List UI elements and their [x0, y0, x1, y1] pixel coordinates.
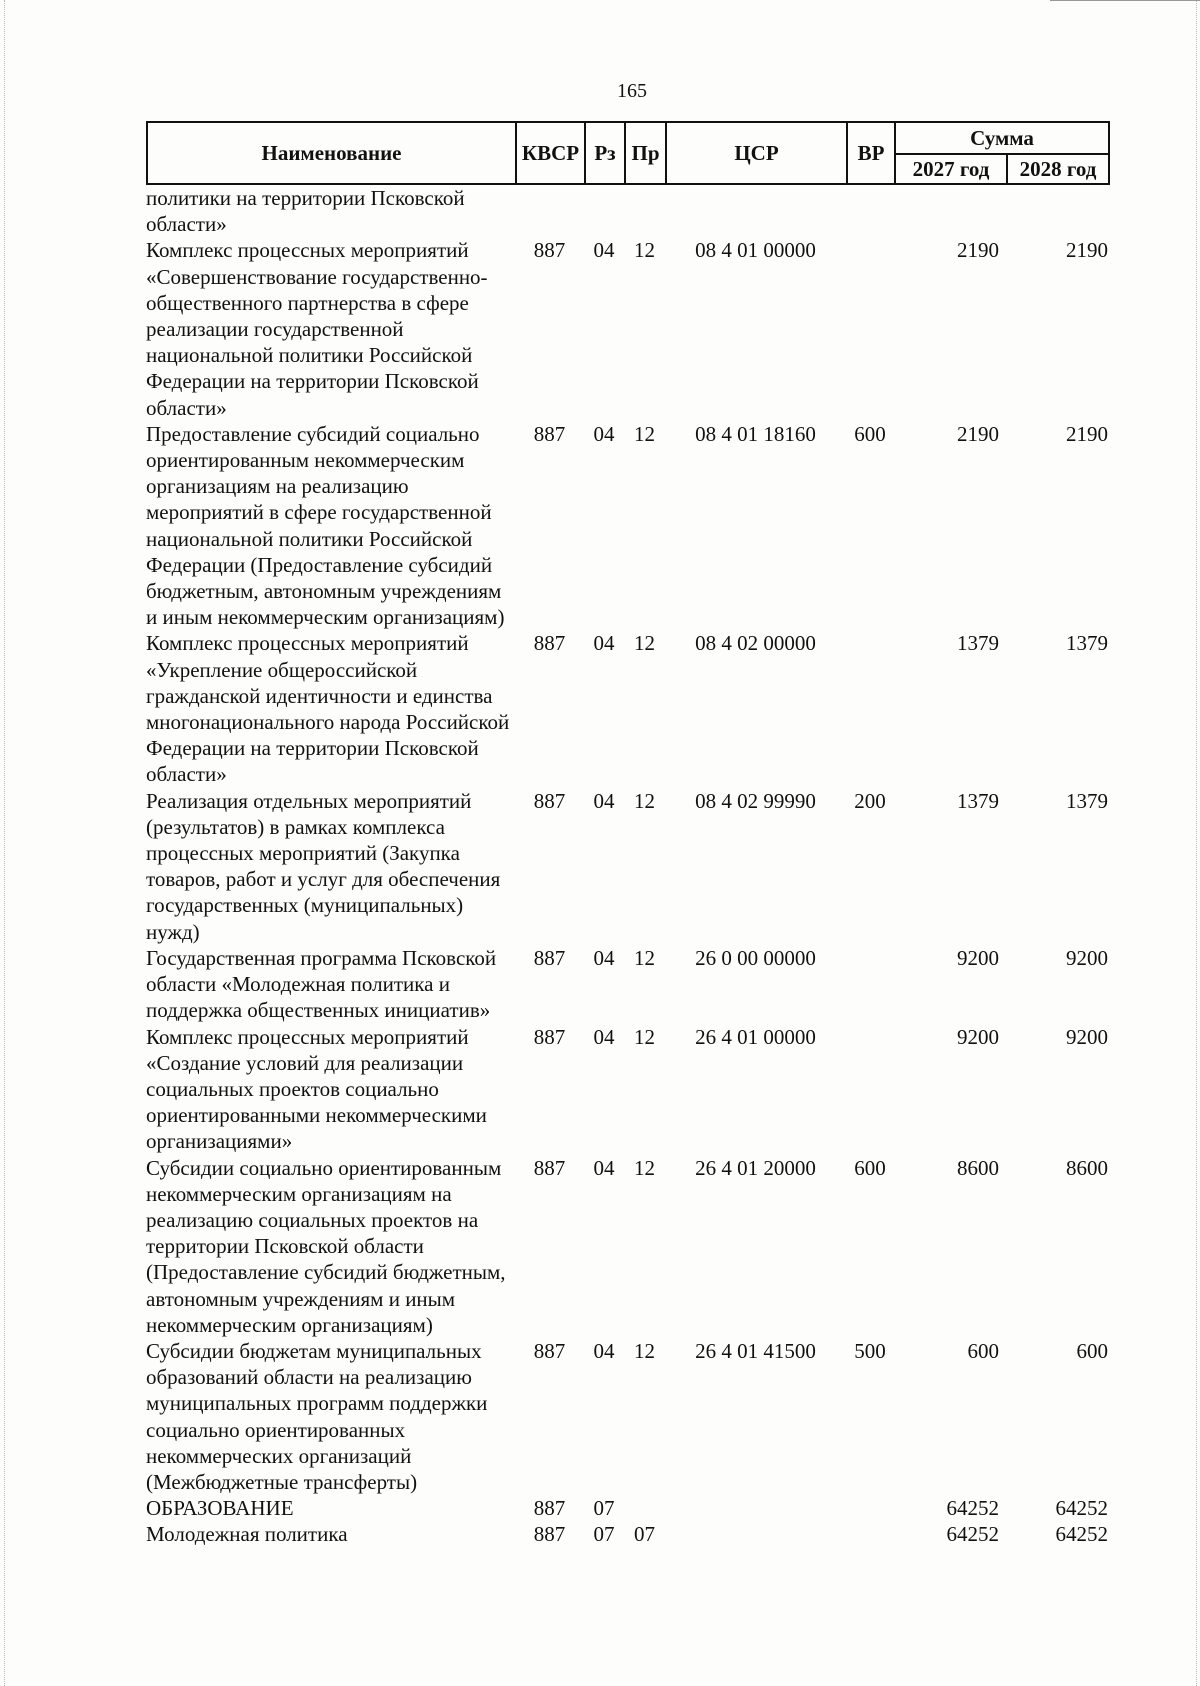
row-sum-2028: 600 [1076, 1338, 1108, 1363]
page-number: 165 [617, 80, 647, 102]
row-pr: 12 [634, 421, 655, 446]
row-kvsr: 887 [533, 631, 566, 656]
row-pr: 12 [634, 1155, 655, 1180]
row-csr: 26 4 01 20000 [695, 1155, 816, 1180]
row-sum-2027: 2190 [957, 238, 999, 263]
row-name: Субсидии социально ориентированным некоммерческим организациям на реализацию социальных проектов на территории Псковской области (Предоставление субсидий бюджетным, автономным учреждениям и иным некоммерческим организациям) [146, 1155, 506, 1337]
row-name: Комплекс процессных мероприятий «Укрепление общероссийской гражданской идентичности и единства многонационального народа Российской Федерации на территории Псковской области» [146, 631, 510, 787]
row-name: Государственная программа Псковской области «Молодежная политика и поддержка общественных инициатив» [146, 945, 497, 1023]
row-csr: 08 4 02 99990 [695, 788, 816, 813]
row-rz: 04 [593, 788, 615, 813]
row-csr: 26 4 01 41500 [695, 1338, 816, 1363]
table-row [146, 1338, 1110, 1495]
table-header [146, 121, 1110, 185]
row-rz: 04 [593, 631, 615, 656]
row-kvsr: 887 [533, 421, 566, 446]
row-csr: 26 4 01 00000 [695, 1024, 816, 1049]
row-sum-2028: 2190 [1066, 238, 1108, 263]
row-kvsr: 887 [533, 1024, 566, 1049]
row-sum-2028: 2190 [1066, 421, 1108, 446]
row-rz: 07 [593, 1522, 615, 1547]
table-row [146, 1155, 1110, 1338]
row-name: Предоставление субсидий социально ориентированным некоммерческим организациям на реализацию мероприятий в сфере государственной национальной политики Российской Федерации (Предоставление субсидий бюджетным, автономным учреждениям и иным некоммерческим организациям) [146, 421, 505, 630]
row-csr: 08 4 01 18160 [695, 421, 816, 446]
row-name: Субсидии бюджетам муниципальных образований области на реализацию муниципальных программ поддержки социально ориентированных некоммерческих организаций (Межбюджетные трансферты) [146, 1338, 488, 1494]
table-body [146, 185, 1110, 1548]
header-kvsr: КВСР [517, 123, 586, 183]
table-row [146, 237, 1110, 420]
row-sum-2028: 1379 [1066, 788, 1108, 813]
row-rz: 04 [593, 945, 615, 970]
table-row [146, 1495, 1110, 1521]
scan-edge-left [4, 0, 8, 1686]
row-vr: 200 [854, 788, 886, 813]
header-vr: ВР [848, 123, 896, 183]
scan-edge-right [1193, 0, 1197, 1686]
table-row [146, 1521, 1110, 1547]
row-rz: 04 [593, 421, 615, 446]
row-vr: 500 [854, 1338, 886, 1363]
row-csr: 26 0 00 00000 [695, 945, 816, 970]
row-sum-2027: 9200 [957, 1024, 999, 1049]
row-kvsr: 887 [533, 238, 566, 263]
header-year-2027: 2027 год [896, 155, 1008, 183]
table-row [146, 421, 1110, 631]
header-name: Наименование [148, 123, 517, 183]
row-sum-2028: 8600 [1066, 1155, 1108, 1180]
row-name: Реализация отдельных мероприятий (результатов) в рамках комплекса процессных мероприятий (Закупка товаров, работ и услуг для обеспечения государственных (муниципальных) нужд) [146, 788, 501, 944]
row-sum-2027: 64252 [946, 1496, 999, 1521]
row-sum-2027: 600 [967, 1338, 999, 1363]
row-pr: 12 [634, 238, 655, 263]
header-csr: ЦСР [667, 123, 848, 183]
row-name: Молодежная политика [146, 1522, 348, 1547]
row-pr: 12 [634, 1338, 655, 1363]
row-sum-2027: 9200 [957, 945, 999, 970]
row-sum-2028: 64252 [1055, 1496, 1108, 1521]
row-rz: 07 [593, 1496, 615, 1521]
row-name: Комплекс процессных мероприятий «Создание условий для реализации социальных проектов социально ориентированными некоммерческими организациями» [146, 1024, 487, 1154]
row-pr: 12 [634, 631, 655, 656]
table-row [146, 185, 1110, 237]
row-sum-2028: 64252 [1055, 1522, 1108, 1547]
row-name: ОБРАЗОВАНИЕ [146, 1496, 294, 1521]
row-sum-2027: 8600 [957, 1155, 999, 1180]
row-sum-2028: 9200 [1066, 1024, 1108, 1049]
row-rz: 04 [593, 1155, 615, 1180]
row-kvsr: 887 [533, 1155, 566, 1180]
row-pr: 12 [634, 1024, 655, 1049]
row-kvsr: 887 [533, 945, 566, 970]
row-sum-2028: 1379 [1066, 631, 1108, 656]
table-row [146, 1024, 1110, 1155]
table-row [146, 630, 1110, 787]
row-sum-2027: 1379 [957, 788, 999, 813]
row-rz: 04 [593, 238, 615, 263]
row-sum-2027: 1379 [957, 631, 999, 656]
scan-edge-top [1050, 0, 1200, 2]
table-row [146, 945, 1110, 1024]
row-sum-2027: 2190 [957, 421, 999, 446]
row-csr: 08 4 01 00000 [695, 238, 816, 263]
row-sum-2028: 9200 [1066, 945, 1108, 970]
header-rz: Рз [586, 123, 626, 183]
row-name: политики на территории Псковской области» [146, 186, 465, 237]
row-vr: 600 [854, 1155, 886, 1180]
row-rz: 04 [593, 1024, 615, 1049]
table-row [146, 788, 1110, 945]
row-kvsr: 887 [533, 1522, 566, 1547]
row-vr: 600 [854, 421, 886, 446]
header-sum: Сумма [896, 123, 1108, 155]
header-pr: Пр [626, 123, 667, 183]
row-pr: 12 [634, 945, 655, 970]
row-sum-2027: 64252 [946, 1522, 999, 1547]
row-name: Комплекс процессных мероприятий «Совершенствование государственно-общественного партнерства в сфере реализации государственной национальной политики Российской Федерации на территории Псковской области» [146, 238, 488, 420]
row-rz: 04 [593, 1338, 615, 1363]
row-csr: 08 4 02 00000 [695, 631, 816, 656]
row-kvsr: 887 [533, 1338, 566, 1363]
row-kvsr: 887 [533, 1496, 566, 1521]
row-kvsr: 887 [533, 788, 566, 813]
row-pr: 07 [634, 1522, 655, 1547]
row-pr: 12 [634, 788, 655, 813]
header-year-2028: 2028 год [1019, 156, 1097, 181]
